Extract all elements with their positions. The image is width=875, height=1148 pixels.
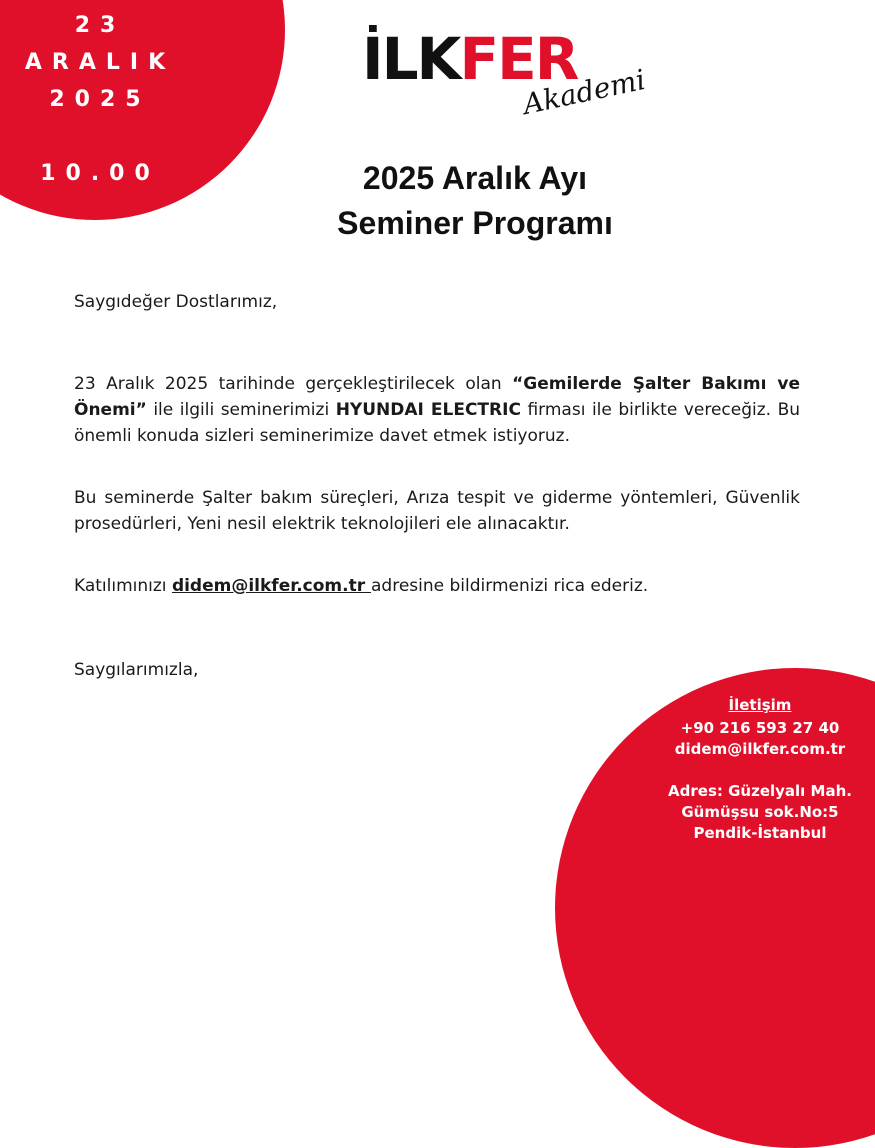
contact-phone[interactable]: +90 216 593 27 40 bbox=[680, 719, 840, 737]
paragraph-3-text-b: adresine bildirmenizi rica ederiz. bbox=[371, 576, 649, 596]
date-month: ARALIK bbox=[24, 50, 176, 75]
letter-paragraph-2: Bu seminerde Şalter bakım süreçleri, Arıza tespit ve giderme yöntemleri, Güvenlik prosedürleri, Yeni nesil elektrik teknolojileri ele alınacaktır. bbox=[74, 488, 800, 534]
paragraph-1-text-b: ile ilgili seminerimizi bbox=[146, 400, 336, 420]
rsvp-email-link[interactable]: didem@ilkfer.com.tr bbox=[171, 576, 372, 596]
letter-closing: Saygılarımızla, bbox=[74, 660, 199, 680]
seminar-topic: “Gemilerde Şalter Bakımı ve Önemi” bbox=[74, 374, 800, 420]
contact-address-line-1: Adres: Güzelyalı Mah. bbox=[668, 782, 852, 800]
logo-subtitle: Akademi bbox=[520, 62, 649, 121]
partner-company: HYUNDAI ELECTRIC bbox=[335, 400, 521, 420]
contact-address-line-3: Pendik-İstanbul bbox=[693, 824, 827, 842]
paragraph-1-text-a: 23 Aralık 2025 tarihinde gerçekleştirilecek olan bbox=[74, 374, 513, 394]
date-time: 10.00 bbox=[40, 161, 160, 186]
ilkfer-logo bbox=[362, 25, 649, 130]
contact-heading: İletişim bbox=[728, 696, 792, 714]
logo-wordmark-red: FER bbox=[459, 25, 578, 93]
contact-spacer bbox=[655, 760, 865, 781]
date-day: 23 bbox=[74, 13, 126, 38]
contact-address-line-2: Gümüşsu sok.No:5 bbox=[681, 803, 839, 821]
page-title-line-1: 2025 Aralık Ayı bbox=[362, 160, 588, 196]
date-year: 2025 bbox=[49, 87, 151, 112]
paragraph-3-text-a: Katılımınızı bbox=[74, 576, 172, 596]
letter-paragraph-1 bbox=[74, 371, 800, 449]
logo-wordmark-dark: İLK bbox=[362, 25, 460, 93]
logo-wordmark bbox=[362, 25, 578, 93]
contact-info bbox=[655, 695, 865, 844]
letter-greeting: Saygıdeğer Dostlarımız, bbox=[74, 292, 278, 312]
letter-paragraph-3 bbox=[74, 573, 800, 599]
paragraph-1-text-c: firması ile birlikte vereceğiz. Bu önemli konuda sizleri seminerimize davet etmek istiyoruz. bbox=[74, 400, 801, 446]
contact-email[interactable]: didem@ilkfer.com.tr bbox=[674, 740, 846, 758]
page-title-line-2: Seminer Programı bbox=[337, 205, 613, 241]
